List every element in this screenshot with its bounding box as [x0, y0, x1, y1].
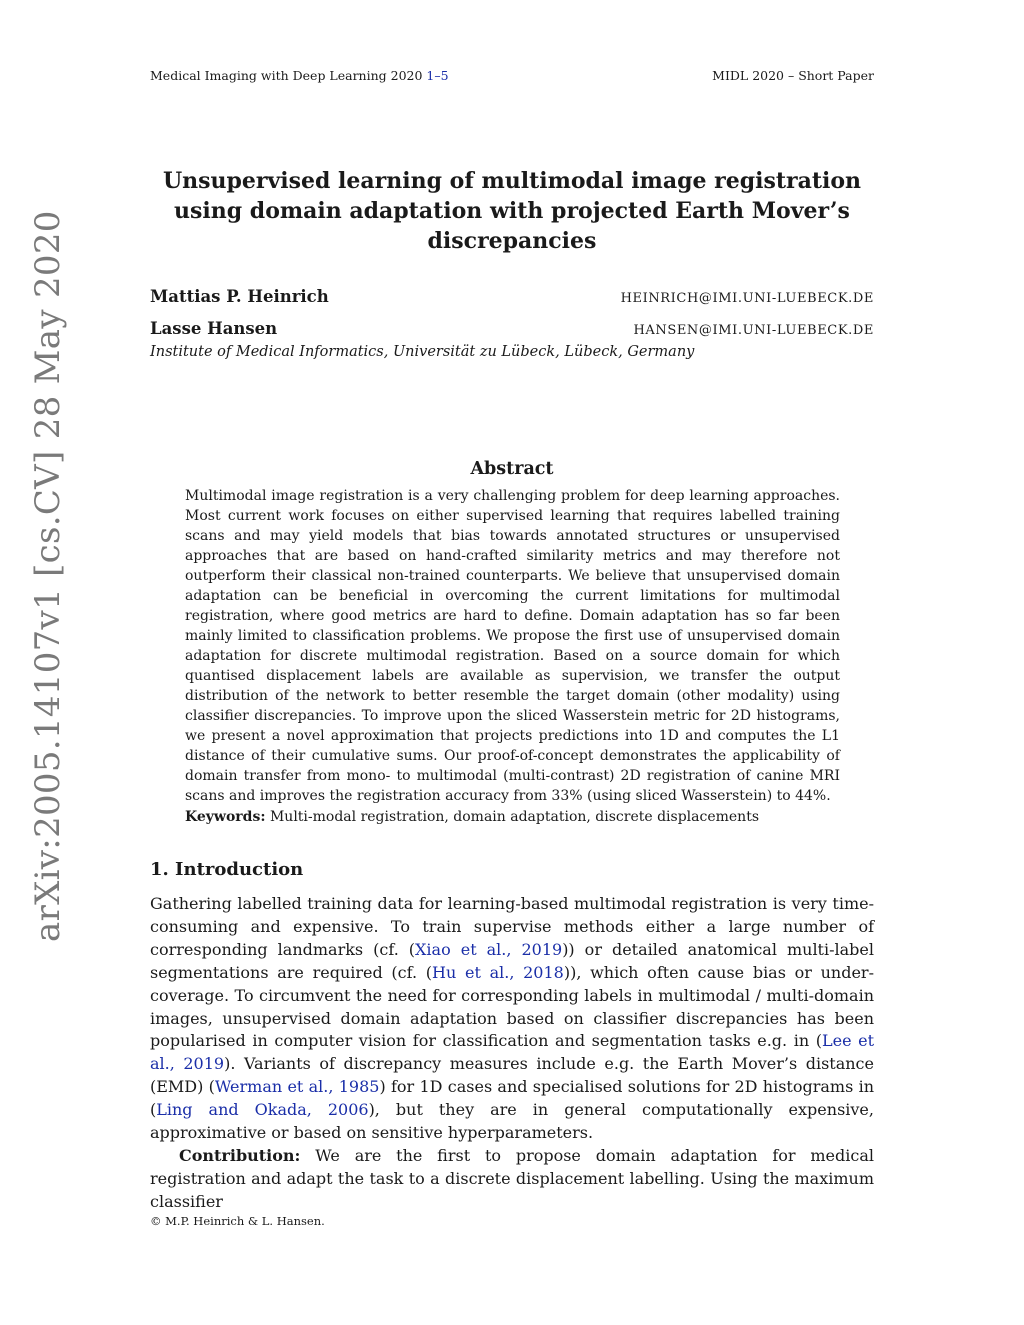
- abstract-heading: Abstract: [470, 459, 554, 479]
- contribution-label: Contribution:: [179, 1145, 301, 1165]
- intro-text: ) for 1D cases and specialised solutions for 2D histograms in (: [150, 1077, 874, 1120]
- intro-text: )), which often cause bias or under-coverage. To circumvent the need for corresponding labels in multimodal / multi-domain images, unsupervised domain adaptation based on classifier discrepancies has been popularised in computer vision for classification and segmentation tasks e.g. in (: [150, 962, 874, 1051]
- keywords: [185, 809, 840, 825]
- intro-paragraph: [150, 893, 874, 1145]
- copyright-footer: © M.P. Heinrich & L. Hansen.: [150, 1214, 325, 1228]
- intro-text: ). Variants of discrepancy measures include e.g. the Earth Mover’s distance (EMD) (: [150, 1054, 874, 1097]
- contribution-text: We are the first to propose domain adaptation for medical registration and adapt the task to a discrete displacement labelling. Using the maximum classifier: [150, 1145, 875, 1211]
- arxiv-stamp: arXiv:2005.14107v1 [cs.CV] 28 May 2020: [28, 210, 68, 942]
- paper-title: Unsupervised learning of multimodal image registration using domain adaptation with projected Earth Mover’s discrepancies: [162, 168, 862, 254]
- venue-text: Medical Imaging with Deep Learning 2020: [150, 68, 423, 83]
- introduction-body: [150, 893, 874, 1214]
- author-email[interactable]: HEINRICH@IMI.UNI-LUEBECK.DE: [620, 291, 874, 306]
- contribution-paragraph: [150, 1145, 874, 1214]
- affiliation: Institute of Medical Informatics, Universität zu Lübeck, Lübeck, Germany: [150, 344, 695, 360]
- citation-link[interactable]: Xiao et al., 2019: [415, 939, 563, 959]
- author-name: Lasse Hansen: [150, 319, 278, 338]
- keywords-text: Multi-modal registration, domain adaptation, discrete displacements: [269, 809, 760, 825]
- page-range-link[interactable]: 1–5: [426, 68, 449, 83]
- citation-link[interactable]: Lee et al., 2019: [150, 1031, 875, 1074]
- author-email[interactable]: HANSEN@IMI.UNI-LUEBECK.DE: [633, 323, 874, 338]
- intro-text: )) or detailed anatomical multi-label segmentations are required (cf. (: [150, 939, 874, 982]
- citation-link[interactable]: Hu et al., 2018: [432, 962, 564, 982]
- citation-link[interactable]: Werman et al., 1985: [214, 1077, 380, 1097]
- keywords-label: Keywords:: [185, 809, 266, 825]
- running-header-left: [150, 68, 449, 83]
- intro-text: ), but they are in general computationally expensive, approximative or based on sensitive hyperparameters.: [150, 1100, 874, 1143]
- abstract-text: Multimodal image registration is a very challenging problem for deep learning approaches. Most current work focuses on either supervised learning that requires labelled training scans and may yield models that bias towards annotated structures or unsupervised approaches that are based on hand-crafted similarity metrics and may therefore not outperform their classical non-trained counterparts. We believe that unsupervised domain adaptation can be beneficial in overcoming the current limitations for multimodal registration, where good metrics are hard to define. Domain adaptation has so far been mainly limited to classification problems. We propose the first use of unsupervised domain adaptation for discrete multimodal registration. Based on a source domain for which quantised displacement labels are available as supervision, we transfer the output distribution of the network to better resemble the target domain (other modality) using classifier discrepancies. To improve upon the sliced Wasserstein metric for 2D histograms, we present a novel approximation that projects predictions into 1D and computes the L1 distance of their cumulative sums. Our proof-of-concept demonstrates the applicability of domain transfer from mono- to multimodal (multi-contrast) 2D registration of canine MRI scans and improves the registration accuracy from 33% (using sliced Wasserstein) to 44%.: [185, 488, 840, 804]
- intro-text: Gathering labelled training data for learning-based multimodal registration is very time-consuming and expensive. To train supervise methods either a large number of corresponding landmarks (cf. (: [150, 894, 874, 959]
- author-name: Mattias P. Heinrich: [150, 287, 329, 306]
- running-header-right: MIDL 2020 – Short Paper: [712, 68, 874, 83]
- citation-link[interactable]: Ling and Okada, 2006: [156, 1100, 369, 1120]
- section-heading: 1. Introduction: [150, 859, 304, 880]
